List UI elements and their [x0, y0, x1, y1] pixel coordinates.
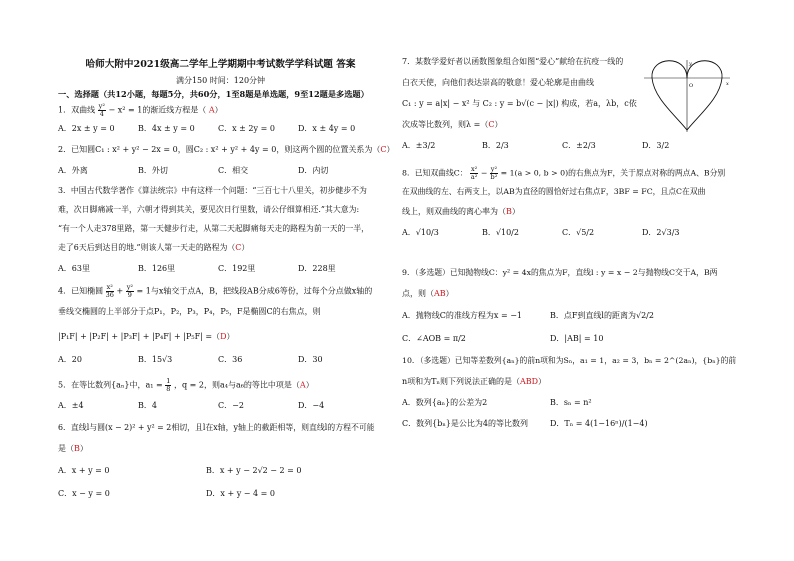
option: A．±4	[58, 401, 84, 410]
svg-text:y: y	[689, 61, 692, 67]
option: D．Tₙ = 4(1−16ⁿ)/(1−4)	[550, 419, 648, 428]
option: B．点F到直线l的距离为√2/2	[550, 311, 654, 320]
option: D．−4	[298, 401, 325, 410]
answer: AB	[434, 289, 446, 298]
section-heading: 一、选择题（共12小题，每题5分，共60分，1至8题是单选题，9至12题是多选题）	[58, 89, 369, 99]
question-6: 6．直线l与圆(x − 2)² + y² = 2相切，且l在x轴，y轴上的截距相等，则直线l的方程不可能	[58, 423, 375, 432]
option: D．x ± 4y = 0	[298, 124, 356, 133]
svg-text:O: O	[689, 83, 694, 89]
option: D．228里	[298, 264, 336, 273]
answer: B	[74, 444, 80, 453]
answer: A	[208, 105, 215, 115]
fraction: $\frac{\text{y²}}{\text{b²}}$	[490, 165, 498, 181]
question-8-line: 线上，则双曲线的离心率为（B）	[402, 207, 520, 216]
option: B．sₙ = n²	[550, 398, 592, 407]
heart-curve-figure	[642, 58, 732, 134]
option: C．36	[218, 355, 243, 364]
page-title: 哈师大附中2021级高二学年上学期期中考试数学学科试题 答案	[85, 59, 356, 70]
fraction: $\frac{1}{8}$	[166, 377, 171, 393]
option: B．4x ± y = 0	[138, 124, 195, 133]
option: A．±3/2	[402, 141, 436, 150]
question-10: 10．（多选题）已知等差数列{aₙ}的前n项和为Sₙ，a₁ = 1，a₂ = 3，bₙ = 2^(2aₙ)，{bₙ}的前	[402, 356, 737, 365]
exam-meta: 满分150 时间：120分钟	[175, 76, 266, 85]
fraction: $\frac{\text{x²}}{\text{a²}}$	[470, 165, 478, 181]
fraction: $\frac{\text{x²}}{36}$	[105, 283, 114, 299]
question-7-line: C₁ : y = a|x| − x² 与 C₂ : y = b√(c − |x|) 构成，若a，λb，c依	[402, 99, 637, 108]
answer: C	[488, 120, 495, 129]
question-6-line: 是（B）	[58, 444, 88, 453]
option: C．相交	[218, 166, 249, 175]
question-7: 7．某数学爱好者以函数图象组合如图“爱心”献给在抗疫一线的	[402, 57, 624, 66]
option: A．x + y = 0	[58, 466, 110, 475]
option: A．抛物线C的准线方程为x = −1	[402, 311, 522, 320]
option: B．√10/2	[482, 228, 519, 237]
answer: C	[235, 243, 242, 252]
answer: ABD	[519, 377, 539, 386]
question-8-line: 在双曲线的左、右两支上，以AB为直径的圆恰好过右焦点F，3BF = FC，且点C在双曲	[402, 187, 706, 196]
question-3-line: 难，次日脚痛减一半，六朝才得到其关，要见次日行里数，请公仔细算相还.”其大意为:	[58, 205, 360, 214]
answer: D	[220, 332, 227, 341]
left-column	[58, 0, 395, 561]
question-1: 1．双曲线 $\frac{\text{y²}}{4}$ − x² = 1的渐近线方程是（ A）	[58, 102, 223, 118]
option: C．数列{bₙ}是公比为4的等比数列	[402, 419, 528, 428]
option: A．数列{aₙ}的公差为2	[402, 398, 488, 407]
question-7-line: 白衣天使，向他们表达崇高的敬意！爱心轮廓是由曲线	[402, 78, 594, 87]
answer: C	[380, 145, 387, 154]
svg-text:x: x	[726, 81, 729, 87]
option: B．2/3	[482, 141, 509, 150]
option: C．x ± 2y = 0	[218, 124, 275, 133]
question-5: 5．在等比数列{aₙ}中，a₁ = $\frac{1}{8}$ ，q = 2，则a₄与a₆的等比中项是（A）	[58, 377, 314, 393]
option: C．−2	[218, 401, 244, 410]
fraction: $\frac{\text{y²}}{9}$	[126, 283, 133, 299]
question-7-line: 次成等比数列，则λ =（C）	[402, 120, 503, 129]
question-3-line: 3．中国古代数学著作《算法统宗》中有这样一个问题：“三百七十八里关，初步健步不为	[58, 186, 367, 195]
option: D．30	[298, 355, 323, 364]
option: B．x + y − 2√2 − 2 = 0	[206, 466, 302, 475]
question-3-line: 走了6天后到达目的地.”则该人第一天走的路程为（C）	[58, 243, 250, 252]
option: B．126里	[138, 264, 176, 273]
question-3-line: “有一个人走378里路，第一天健步行走，从第二天起脚痛每天走的路程为前一天的一半，	[58, 224, 370, 233]
right-column	[402, 0, 737, 561]
option: A．外离	[58, 166, 88, 175]
option: C．x − y = 0	[58, 489, 110, 498]
question-2: 2．已知圆C₁ : x² + y² − 2x = 0，圆C₂ : x² + y² + 4y = 0，则这两个圆的位置关系为（C）	[58, 145, 395, 154]
option: D．内切	[298, 166, 329, 175]
question-4-line: |P₁F| + |P₂F| + |P₃F| + |P₄F| + |P₅F| =（D）	[58, 332, 235, 341]
option: A．20	[58, 355, 82, 364]
option: D．|AB| = 10	[550, 334, 604, 343]
option: D．2√3/3	[642, 228, 680, 237]
fraction: $\frac{\text{y²}}{4}$	[98, 102, 105, 118]
question-4: 4．已知椭圆 $\frac{\text{x²}}{36}$ + $\frac{\text{y²}}{9}$ = 1与x轴交于点A，B，把线段AB分成6等份，过每个分点做x轴的	[58, 283, 373, 299]
option: C．√5/2	[562, 228, 595, 237]
option: B．15√3	[138, 355, 173, 364]
question-4-line: 垂线交椭圆的上半部分于点P₁，P₂，P₃，P₄，P₅，F是椭圆C的右焦点，则	[58, 307, 321, 316]
question-10-line: n项和为Tₙ则下列说法正确的是（ABD）	[402, 377, 547, 386]
option: A．2x ± y = 0	[58, 124, 115, 133]
question-8: 8．已知双曲线C： $\frac{\text{x²}}{\text{a²}}$ − $\frac{\text{y²}}{\text{b²}}$ = 1(a > 0, b > 0)的右焦点为F，关于原点对称的两点A、B分别	[402, 165, 726, 181]
option: B．4	[138, 401, 157, 410]
option: D．x + y − 4 = 0	[206, 489, 275, 498]
question-9-line: 点，则（AB）	[402, 289, 454, 298]
option: C．∠AOB = π/2	[402, 334, 466, 343]
option: C．192里	[218, 264, 256, 273]
answer: B	[506, 207, 512, 216]
option: D．3/2	[642, 141, 670, 150]
option: C．±2/3	[562, 141, 596, 150]
option: A．63里	[58, 264, 90, 273]
option: A．√10/3	[402, 228, 439, 237]
option: B．外切	[138, 166, 168, 175]
question-9: 9．（多选题）已知抛物线C：y² = 4x的焦点为F，直线l : y = x − 2与抛物线C交于A，B两	[402, 268, 718, 277]
answer: A	[299, 380, 306, 390]
